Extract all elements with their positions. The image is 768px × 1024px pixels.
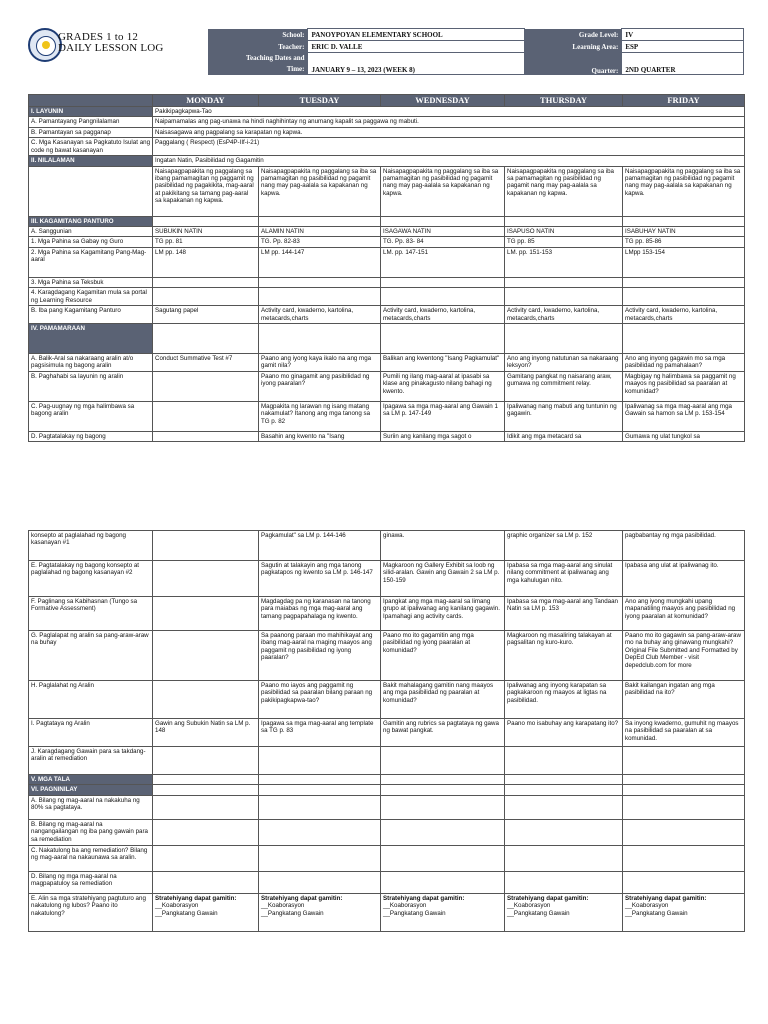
day-cell xyxy=(153,785,259,795)
row-label: A. Balik-Aral sa nakaraang aralin at/o pagsisimula ng bagong aralin xyxy=(29,354,153,372)
table-row xyxy=(29,819,745,845)
table-row xyxy=(29,747,745,775)
strategy-item2: __Pangkatang Gawain xyxy=(383,909,446,917)
day-cell: Activity card, kwaderno, kartolina, metacards,charts xyxy=(623,306,745,324)
day-cell xyxy=(153,845,259,871)
area-value: ESP xyxy=(622,41,744,53)
day-cell xyxy=(153,795,259,819)
day-cell: Ano ang inyong natutunan sa nakaraang leksyon? xyxy=(505,354,623,372)
day-cell: Pumili ng ilang mag-aaral at ipasabi sa klase ang pinakagusto nilang bahagi ng kwento. xyxy=(381,371,505,401)
section-label: IV. PAMAMARAAN xyxy=(29,324,153,354)
day-cell: Paano mo iayos ang paggamit ng pasibilidad sa paaralan bilang paraan ng pakikipagkapwa-tao? xyxy=(259,681,381,719)
lesson-table xyxy=(28,530,745,932)
title-line1: GRADES 1 to 12 xyxy=(58,31,139,43)
day-cell xyxy=(381,819,505,845)
table-row xyxy=(29,227,745,237)
table-row xyxy=(29,681,745,719)
day-header: THURSDAY xyxy=(505,95,623,107)
strategy-item2: __Pangkatang Gawain xyxy=(261,909,324,917)
strategy-heading: Stratehiyang dapat gamitin: xyxy=(155,894,237,902)
day-cell xyxy=(153,775,259,785)
table-row xyxy=(29,775,745,785)
day-cell xyxy=(259,216,381,226)
day-cell: Gumawa ng ulat tungkol sa xyxy=(623,431,745,441)
day-cell: Paano mo ito gagawin sa pang-araw-araw mo na buhay ang ginawang mungkahi? Original File Submitted and Formatted by DepEd Club Member - visit depedclub.com for more xyxy=(623,631,745,681)
day-cell xyxy=(381,845,505,871)
day-cell: Paano mo isabuhay ang karapatang ito? xyxy=(505,719,623,747)
teacher-value: ERIC D. VALLE xyxy=(308,41,524,53)
day-cell: Naisapagpapakita ng paggalang sa iba sa pamamagitan ng pasibilidad ng pagamit nang may pag-aalala sa kapakanan ng kapwa. xyxy=(259,166,381,216)
day-cell: pagbabantay ng mga pasibilidad. xyxy=(623,531,745,561)
grade-label: Grade Level: xyxy=(524,29,622,41)
strategy-item1: __Koaborasyon xyxy=(261,902,305,910)
row-label: D. Pagtatalakay ng bagong xyxy=(29,431,153,441)
section-label: II. NILALAMAN xyxy=(29,156,153,166)
lesson-table-part1 xyxy=(28,94,744,442)
table-row xyxy=(29,156,745,166)
section-label: I. LAYUNIN xyxy=(29,107,153,117)
table-row xyxy=(29,237,745,247)
corner-cell xyxy=(29,95,153,107)
day-cell xyxy=(153,371,259,401)
row-label: A. Bilang ng mag-aaral na nakakuha ng 80% sa pagtataya. xyxy=(29,795,153,819)
table-row xyxy=(29,631,745,681)
day-cell xyxy=(259,845,381,871)
table-row xyxy=(29,288,745,306)
day-cell xyxy=(505,216,623,226)
day-cell xyxy=(623,747,745,775)
grade-value: IV xyxy=(622,29,744,41)
day-cell: TG pp. 85 xyxy=(505,237,623,247)
table-row xyxy=(29,324,745,354)
teacher-label: Teacher: xyxy=(208,41,308,53)
day-cell: Sagutang papel xyxy=(153,306,259,324)
strategy-heading: Stratehiyang dapat gamitin: xyxy=(261,894,343,902)
day-cell: Gamitin ang rubrics sa pagtataya ng gawa ng bawat pangkat. xyxy=(381,719,505,747)
day-cell xyxy=(259,775,381,785)
day-cell xyxy=(259,324,381,354)
title-line2: DAILY LESSON LOG xyxy=(58,42,164,54)
day-cell xyxy=(381,785,505,795)
day-cell: LM. pp. 147-151 xyxy=(381,247,505,277)
day-cell xyxy=(259,819,381,845)
day-cell: Ipabasa ang ulat at ipaliwanag ito. xyxy=(623,561,745,597)
day-cell: Idikit ang mga metacard sa xyxy=(505,431,623,441)
row-label: E. Pagtatalakay ng bagong konsepto at paglalahad ng bagong kasanayan #2 xyxy=(29,561,153,597)
table-row xyxy=(29,107,745,117)
day-header: FRIDAY xyxy=(623,95,745,107)
day-cell xyxy=(623,795,745,819)
day-cell: Balikan ang kwentong "Isang Pagkamulat" xyxy=(381,354,505,372)
row-label: konsepto at paglalahad ng bagong kasanayan #1 xyxy=(29,531,153,561)
day-cell: ALAMIN NATIN xyxy=(259,227,381,237)
day-cell xyxy=(381,277,505,287)
day-cell xyxy=(505,277,623,287)
merged-cell: Pakikipagkapwa-Tao xyxy=(153,107,745,117)
day-cell: Suriin ang kanilang mga sagot o xyxy=(381,431,505,441)
lesson-table xyxy=(28,94,745,442)
day-cell: Bakit mahalagang gamitin nang maayos ang mga pasibilidad ng paaralan at komunidad? xyxy=(381,681,505,719)
day-cell xyxy=(505,795,623,819)
day-cell xyxy=(153,216,259,226)
day-cell xyxy=(623,871,745,893)
time-label: Time: xyxy=(208,64,308,75)
day-cell xyxy=(505,785,623,795)
day-cell xyxy=(505,747,623,775)
day-cell xyxy=(153,561,259,597)
day-cell xyxy=(381,747,505,775)
merged-cell: Ingatan Natin, Pasibilidad ng Gagamitin xyxy=(153,156,745,166)
day-cell xyxy=(153,819,259,845)
day-cell xyxy=(153,631,259,681)
row-label: F. Paglinang sa Kabihasnan (Tungo sa Formative Assessment) xyxy=(29,597,153,631)
table-row xyxy=(29,795,745,819)
day-cell xyxy=(505,775,623,785)
table-row xyxy=(29,127,745,137)
day-cell: Gawin ang Subukin Natin sa LM p. 148 xyxy=(153,719,259,747)
strategy-item2: __Pangkatang Gawain xyxy=(625,909,688,917)
strategy-item1: __Koaborasyon xyxy=(507,902,551,910)
table-row xyxy=(29,371,745,401)
day-cell xyxy=(259,785,381,795)
day-cell xyxy=(623,288,745,306)
day-cell: LM pp. 148 xyxy=(153,247,259,277)
strategy-heading: Stratehiyang dapat gamitin: xyxy=(625,894,707,902)
strategy-item1: __Koaborasyon xyxy=(383,902,427,910)
day-cell: Pagkamulat" sa LM p. 144-146 xyxy=(259,531,381,561)
day-cell xyxy=(153,277,259,287)
row-label: G. Paglalapat ng aralin sa pang-araw-araw na buhay xyxy=(29,631,153,681)
table-row xyxy=(29,531,745,561)
day-cell: Sagutin at talakayin ang mga tanong pagkatapos ng kwento sa LM p. 146-147 xyxy=(259,561,381,597)
day-cell: Bakit kailangan ingatan ang mga pasibilidad na ito? xyxy=(623,681,745,719)
day-cell: Paano mo ito gagamitin ang mga pasibilidad ng iyong paaralan at komunidad? xyxy=(381,631,505,681)
merged-cell: Naisasagawa ang pagpalang sa karapatan ng kapwa. xyxy=(153,127,745,137)
day-cell xyxy=(505,893,623,931)
day-cell: TG pp. 81 xyxy=(153,237,259,247)
day-cell xyxy=(381,871,505,893)
day-cell xyxy=(623,819,745,845)
day-cell: Paano mo ginagamit ang pasibilidad ng iyong paaralan? xyxy=(259,371,381,401)
day-cell xyxy=(259,795,381,819)
day-cell xyxy=(381,775,505,785)
section-label: III. KAGAMITANG PANTURO xyxy=(29,216,153,226)
day-cell: Gamitang pangkat ng naisarang araw, gumawa ng commitment relay. xyxy=(505,371,623,401)
day-cell xyxy=(259,288,381,306)
row-label: B. Pamantayan sa pagganap xyxy=(29,127,153,137)
row-label: A. Pamantayang Pangnilalaman xyxy=(29,117,153,127)
day-cell: Magdagdag pa ng karanasan na tanong para maiabas ng mga mag-aaral ang tamang pagpapahalaga ng kwento. xyxy=(259,597,381,631)
day-cell: Activity card, kwaderno, kartolina, metacards,charts xyxy=(505,306,623,324)
day-cell xyxy=(153,597,259,631)
day-cell xyxy=(259,871,381,893)
row-label: C. Nakatulong ba ang remediation? Bilang ng mag-aaral na nakaunawa sa aralin. xyxy=(29,845,153,871)
day-cell xyxy=(153,324,259,354)
table-row xyxy=(29,277,745,287)
merged-cell: Paggalang ( Respect) (EsP4P-IIf-i-21) xyxy=(153,138,745,156)
day-cell: TG. Pp. 83- 84 xyxy=(381,237,505,247)
table-row xyxy=(29,306,745,324)
day-cell: Ano ang inyong gagawin mo sa mga pasibilidad ng pamahalaan? xyxy=(623,354,745,372)
day-header: WEDNESDAY xyxy=(381,95,505,107)
day-cell xyxy=(623,277,745,287)
school-label: School: xyxy=(208,29,308,41)
table-row xyxy=(29,431,745,441)
day-cell xyxy=(505,288,623,306)
day-cell: Naisapagpapakita ng paggalang sa ibang pamamagitan ng paggamit ng pasibilidad ng pagakikita, mag-aaral at pakikitang sa tamang pag-aaral sa kapakanan ng kapwa. xyxy=(153,166,259,216)
header xyxy=(28,28,744,78)
table-row xyxy=(29,597,745,631)
doc-title xyxy=(58,32,164,54)
day-cell: Ipabasa sa mga mag-aaral ang Tandaan Natin sa LM p. 153 xyxy=(505,597,623,631)
table-row xyxy=(29,117,745,127)
day-cell xyxy=(623,324,745,354)
strategy-item1: __Koaborasyon xyxy=(155,902,199,910)
row-label: I. Pagtataya ng Aralin xyxy=(29,719,153,747)
meta-table xyxy=(208,28,744,75)
day-header: TUESDAY xyxy=(259,95,381,107)
row-label xyxy=(29,166,153,216)
row-label: D. Bilang ng mga mag-aaral na magpapatuloy sa remediation xyxy=(29,871,153,893)
table-row xyxy=(29,561,745,597)
quarter-label: Quarter: xyxy=(524,53,622,75)
day-cell: Magpakita ng larawan ng isang matang nakamulat? Itanong ang mga tanong sa TG p. 82 xyxy=(259,401,381,431)
day-cell: Sa inyong kwaderno, gumuhit ng maayos na pasibilidad sa paaralan at sa komunidad. xyxy=(623,719,745,747)
dates-label: Teaching Dates and xyxy=(208,53,308,64)
row-label: A. Sanggunian xyxy=(29,227,153,237)
strategy-item2: __Pangkatang Gawain xyxy=(155,909,218,917)
row-label: 4. Karagdagang Kagamitan mula sa portal ng Learning Resource xyxy=(29,288,153,306)
day-cell xyxy=(623,785,745,795)
day-cell: Ipaliwanag ang inyong karapatan sa pagkakaroon ng maayos at ligtas na pasibilidad. xyxy=(505,681,623,719)
day-cell xyxy=(381,893,505,931)
strategy-heading: Stratehiyang dapat gamitin: xyxy=(383,894,465,902)
day-cell: ISAPUSO NATIN xyxy=(505,227,623,237)
day-cell: TG pp. 85-86 xyxy=(623,237,745,247)
day-cell xyxy=(259,277,381,287)
table-row xyxy=(29,401,745,431)
row-label: C. Pag-uugnay ng mga halimbawa sa bagong aralin xyxy=(29,401,153,431)
day-cell: Ipagawa sa mga mag-aaral ang Gawain 1 sa LM p. 147-149 xyxy=(381,401,505,431)
table-row xyxy=(29,845,745,871)
day-cell xyxy=(153,747,259,775)
day-cell xyxy=(259,747,381,775)
school-value: PANOYPOYAN ELEMENTARY SCHOOL xyxy=(308,29,524,41)
day-cell: Conduct Summative Test #7 xyxy=(153,354,259,372)
day-cell: Naisapagpapakita ng paggalang sa iba sa pamamagitan ng pasibilidad ng pagamit nang may pag-aalala sa kapakanan ng kapwa. xyxy=(381,166,505,216)
day-cell xyxy=(153,871,259,893)
day-cell: Magbigay ng halimbawa sa paggamit ng maayos ng pasibilidad sa paaralan at komunidad? xyxy=(623,371,745,401)
row-label: 1. Mga Pahina sa Gabay ng Guro xyxy=(29,237,153,247)
table-row xyxy=(29,871,745,893)
day-cell: Ano ang iyong mungkahi upang mapanatiling maayos ang pasibilidad ng iyong paaralan at komunidad? xyxy=(623,597,745,631)
table-row xyxy=(29,247,745,277)
table-row xyxy=(29,216,745,226)
day-cell xyxy=(153,401,259,431)
day-cell: Activity card, kwaderno, kartolina, metacards,charts xyxy=(259,306,381,324)
row-label: 2. Mga Pahina sa Kagamitang Pang-Mag-aaral xyxy=(29,247,153,277)
quarter-value: 2ND QUARTER xyxy=(622,53,744,75)
day-cell xyxy=(623,216,745,226)
day-cell: ginawa. xyxy=(381,531,505,561)
day-cell: Ipabasa sa mga mag-aaral ang sinulat nilang commitment at ipaliwanag ang mga kahulugan nito. xyxy=(505,561,623,597)
day-cell: SUBUKIN NATIN xyxy=(153,227,259,237)
day-cell xyxy=(259,893,381,931)
day-cell: LMpp 153-154 xyxy=(623,247,745,277)
strategy-heading: Stratehiyang dapat gamitin: xyxy=(507,894,589,902)
day-cell: Basahin ang kwento na "Isang xyxy=(259,431,381,441)
day-cell: LM. pp. 151-153 xyxy=(505,247,623,277)
day-cell: Activity card, kwaderno, kartolina, metacards,charts xyxy=(381,306,505,324)
day-cell: ISAGAWA NATIN xyxy=(381,227,505,237)
day-cell: Magkaroon ng masaliring talakayan at pagsalitan ng kuro-kuro. xyxy=(505,631,623,681)
day-cell xyxy=(505,871,623,893)
day-cell xyxy=(381,324,505,354)
area-label: Learning Area: xyxy=(524,41,622,53)
row-label: B. Iba pang Kagamitang Panturo xyxy=(29,306,153,324)
day-cell xyxy=(381,288,505,306)
day-cell: Naisapagpapakita ng paggalang sa iba sa pamamagitan ng pasibilidad ng pagamit nang may pag-aalala sa kapakanan ng kapwa. xyxy=(623,166,745,216)
strategy-item1: __Koaborasyon xyxy=(625,902,669,910)
day-cell xyxy=(381,216,505,226)
day-cell: Ipagawa sa mga mag-aaral ang template sa TG p. 83 xyxy=(259,719,381,747)
day-cell xyxy=(623,845,745,871)
day-cell xyxy=(153,531,259,561)
day-cell xyxy=(505,845,623,871)
day-cell: TG. Pp. 82-83 xyxy=(259,237,381,247)
row-label: J. Karagdagang Gawain para sa takdang-aralin at remediation xyxy=(29,747,153,775)
table-row xyxy=(29,166,745,216)
day-cell xyxy=(153,431,259,441)
day-cell: Naisapagpapakita ng paggalang sa iba sa pamamagitan ng pasibilidad ng pagamit nang may pag-aalala sa kapakanan ng kapwa. xyxy=(505,166,623,216)
day-cell xyxy=(153,288,259,306)
table-row xyxy=(29,785,745,795)
strategy-item2: __Pangkatang Gawain xyxy=(507,909,570,917)
day-cell: Sa paanong paraan mo mahihikayat ang ibang mag-aaral na maging maayos ang paggamit ng pasibilidad ng iyong paaralan? xyxy=(259,631,381,681)
day-cell: Paano ang iyong kaya ikalo na ang mga gamit nila? xyxy=(259,354,381,372)
lesson-table-part2 xyxy=(28,530,744,932)
day-cell: graphic organizer sa LM p. 152 xyxy=(505,531,623,561)
day-cell xyxy=(623,775,745,785)
row-label: E. Alin sa mga stratehiyang pagtuturo ang nakatulong ng lubos? Paano ito nakatulong? xyxy=(29,893,153,931)
table-row xyxy=(29,719,745,747)
deped-seal-icon xyxy=(28,28,62,62)
dates-value: JANUARY 9 – 13, 2023 (WEEK 8) xyxy=(308,53,524,75)
day-cell xyxy=(505,819,623,845)
row-label: H. Paglalahat ng Aralin xyxy=(29,681,153,719)
row-label: B. Paghahabi sa layunin ng aralin xyxy=(29,371,153,401)
table-row xyxy=(29,893,745,931)
row-label: B. Bilang ng mag-aaral na nangangailangan ng iba pang gawain para sa remediation xyxy=(29,819,153,845)
day-cell xyxy=(381,795,505,819)
table-row xyxy=(29,138,745,156)
day-cell: Magkaroon ng Gallery Exhibit sa loob ng silid-aralan. Gawin ang Gawain 2 sa LM p. 150-159 xyxy=(381,561,505,597)
day-cell xyxy=(623,893,745,931)
day-header: MONDAY xyxy=(153,95,259,107)
day-cell: LM pp. 144-147 xyxy=(259,247,381,277)
day-cell xyxy=(153,681,259,719)
day-cell: ISABUHAY NATIN xyxy=(623,227,745,237)
row-label: 3. Mga Pahina sa Teksbuk xyxy=(29,277,153,287)
merged-cell: Naipamamalas ang pag-unawa na hindi naghihintay ng anumang kapalit sa paggawa ng mabuti. xyxy=(153,117,745,127)
day-cell: Ipaliwanag sa mga mag-aaral ang mga Gawain sa hamon sa LM p. 153-154 xyxy=(623,401,745,431)
day-cell xyxy=(505,324,623,354)
section-label: VI. PAGNINILAY xyxy=(29,785,153,795)
section-label: V. MGA TALA xyxy=(29,775,153,785)
day-cell xyxy=(153,893,259,931)
row-label: C. Mga Kasanayan sa Pagkatuto Isulat ang code ng bawat kasanayan xyxy=(29,138,153,156)
day-cell: Ipaliwanag nang mabuti ang tuntunin ng gagawin. xyxy=(505,401,623,431)
table-row xyxy=(29,354,745,372)
day-cell: Ipangkat ang mga mag-aaral sa limang grupo at ipaliwanag ang kanilang gagawin. Ipamahagi ang activity cards. xyxy=(381,597,505,631)
